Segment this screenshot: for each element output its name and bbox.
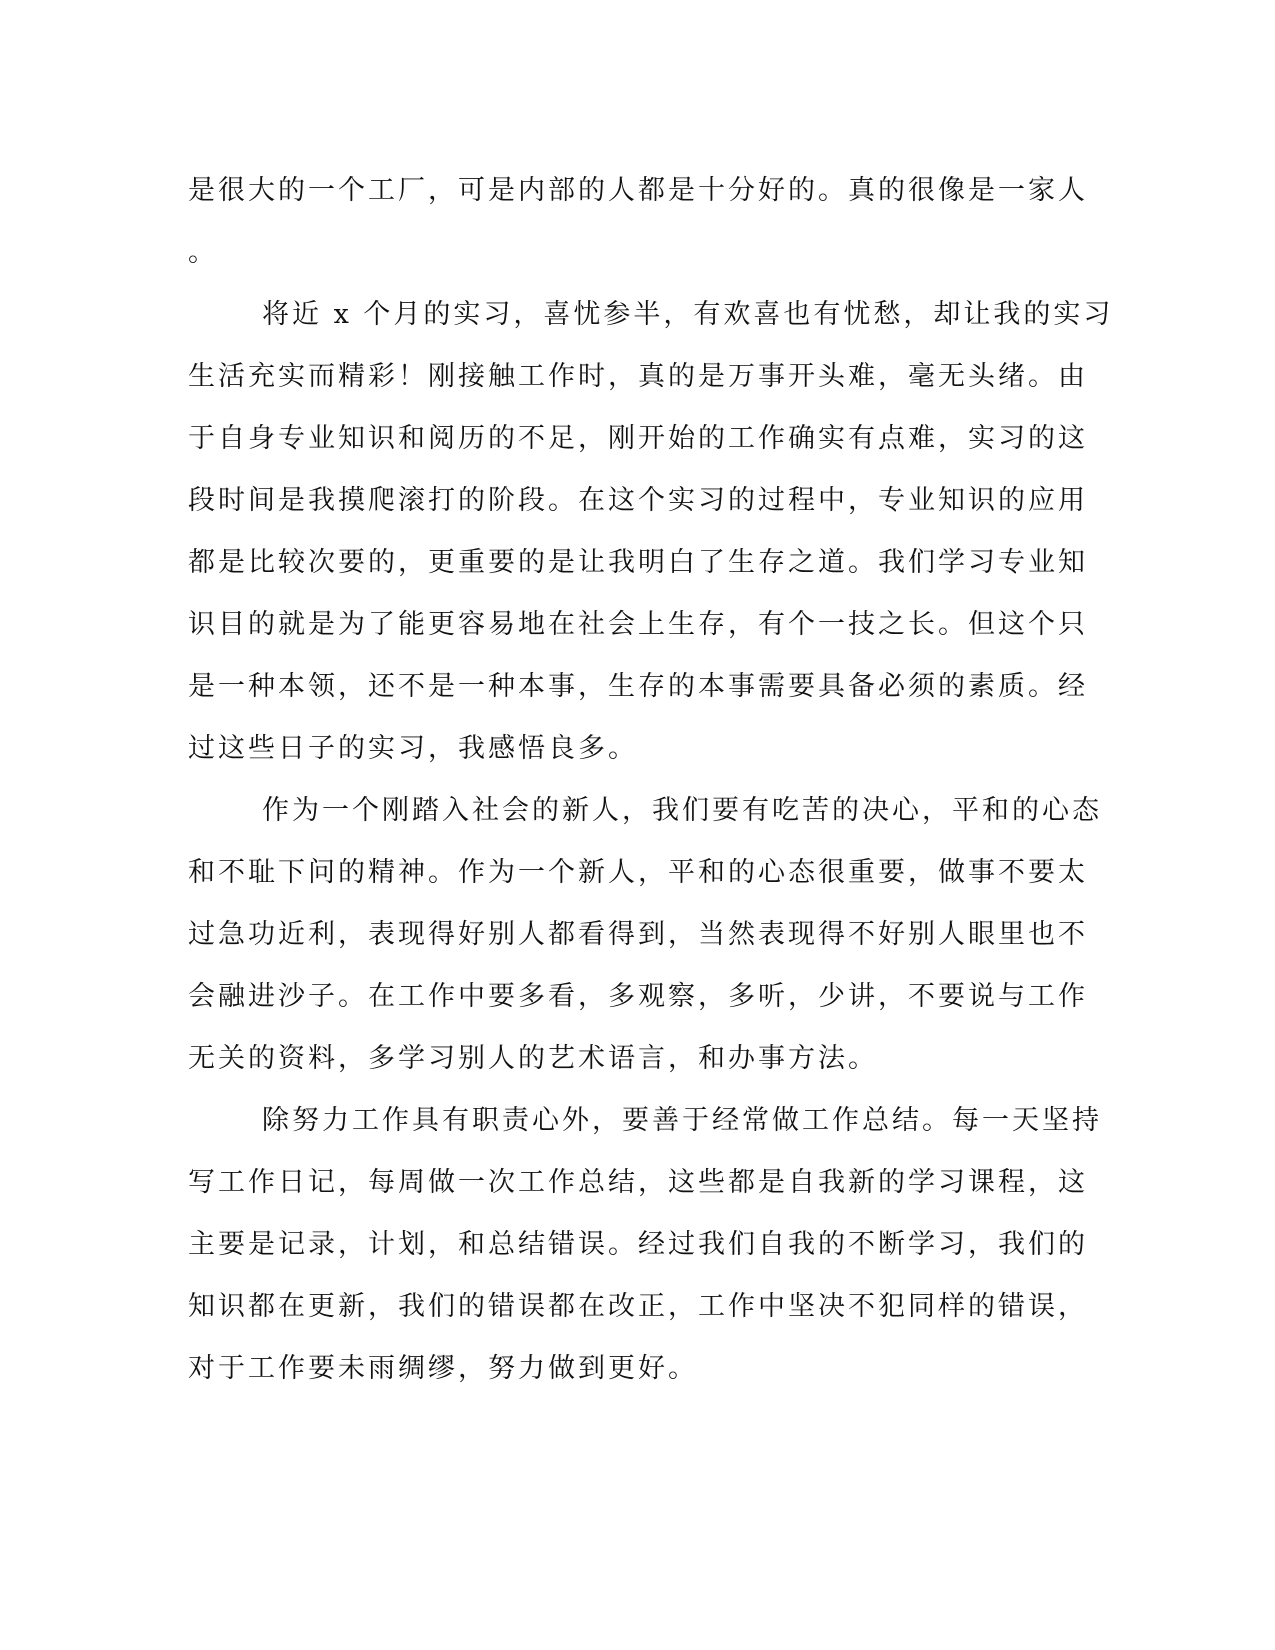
text-line: 。 (188, 237, 218, 268)
text-line: 无关的资料，多学习别人的艺术语言，和办事方法。 (188, 1043, 878, 1074)
text-line: 和不耻下问的精神。作为一个新人，平和的心态很重要，做事不要太 (188, 857, 1088, 888)
text-line: 对于工作要未雨绸缪，努力做到更好。 (188, 1353, 698, 1384)
text-line: 写工作日记，每周做一次工作总结，这些都是自我新的学习课程，这 (188, 1167, 1088, 1198)
text-line: 主要是记录，计划，和总结错误。经过我们自我的不断学习，我们的 (188, 1229, 1088, 1260)
document-body (188, 160, 1114, 1400)
paragraph-first-line: 作为一个刚踏入社会的新人，我们要有吃苦的决心，平和的心态 (262, 795, 1102, 826)
text-line: 都是比较次要的，更重要的是让我明白了生存之道。我们学习专业知 (188, 547, 1088, 578)
text-line: 过这些日子的实习，我感悟良多。 (188, 733, 638, 764)
text-line: 是很大的一个工厂，可是内部的人都是十分好的。真的很像是一家人 (188, 175, 1088, 206)
paragraph-first-line: 将近 x 个月的实习，喜忧参半，有欢喜也有忧愁，却让我的实习 (262, 299, 1114, 330)
text-line: 于自身专业知识和阅历的不足，刚开始的工作确实有点难，实习的这 (188, 423, 1088, 454)
paragraph-first-line: 除努力工作具有职责心外，要善于经常做工作总结。每一天坚持 (262, 1105, 1102, 1136)
text-line: 会融进沙子。在工作中要多看，多观察，多听，少讲，不要说与工作 (188, 981, 1088, 1012)
text-line: 生活充实而精彩！刚接触工作时，真的是万事开头难，毫无头绪。由 (188, 361, 1088, 392)
text-line: 段时间是我摸爬滚打的阶段。在这个实习的过程中，专业知识的应用 (188, 485, 1088, 516)
text-line: 识目的就是为了能更容易地在社会上生存，有个一技之长。但这个只 (188, 609, 1088, 640)
text-line: 过急功近利，表现得好别人都看得到，当然表现得不好别人眼里也不 (188, 919, 1088, 950)
text-line: 知识都在更新，我们的错误都在改正，工作中坚决不犯同样的错误， (188, 1291, 1088, 1322)
text-line: 是一种本领，还不是一种本事，生存的本事需要具备必须的素质。经 (188, 671, 1088, 702)
